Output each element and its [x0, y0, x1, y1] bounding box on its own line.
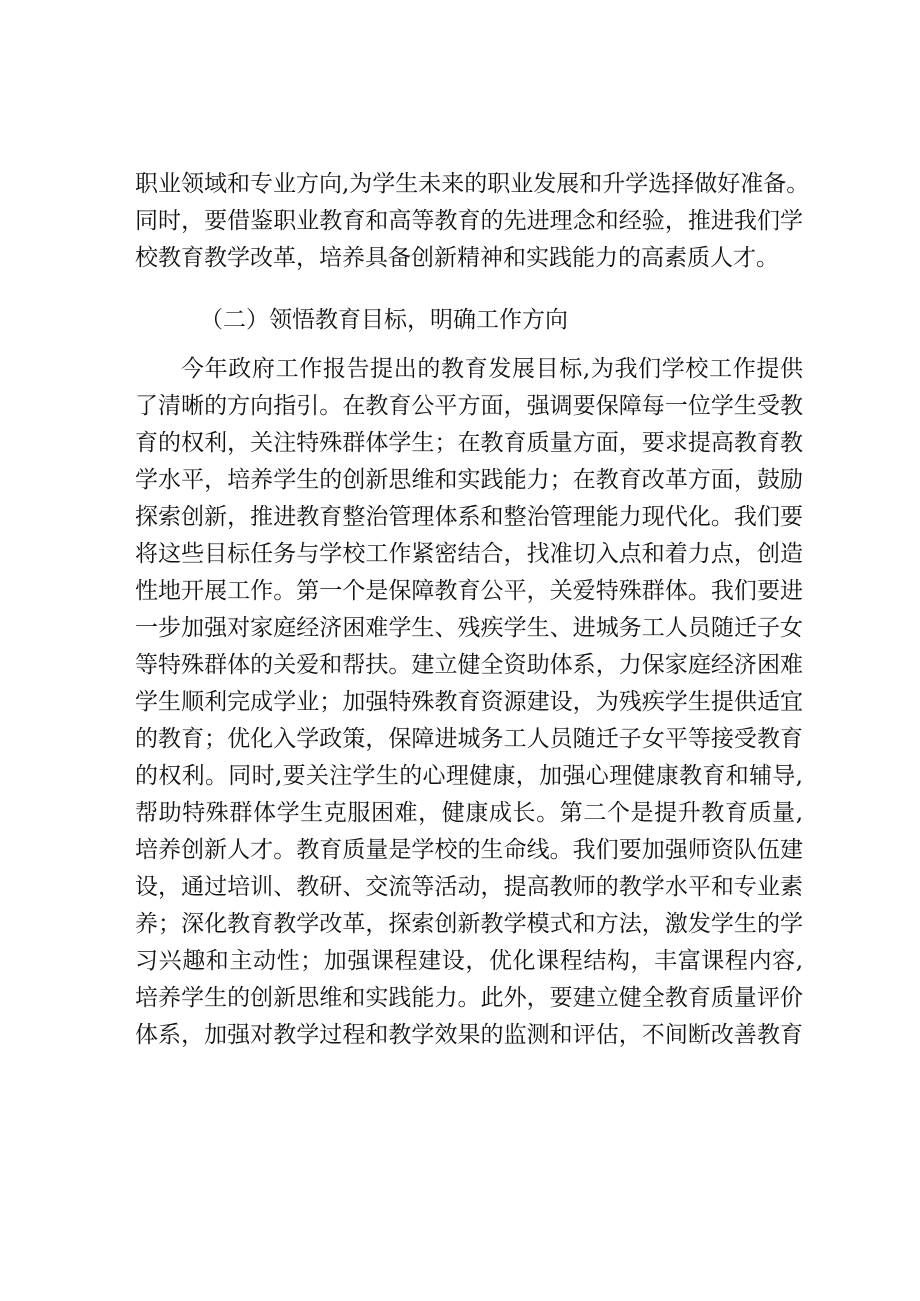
body-paragraph: [135, 351, 803, 1054]
paragraph-line: 校教育教学改革，培养具备创新精神和实践能力的高素质人才。: [135, 245, 779, 271]
paragraph-line: 学生顺利完成学业；加强特殊教育资源建设，为残疾学生提供适宜: [135, 689, 803, 715]
paragraph-line: 同时，要借鉴职业教育和高等教育的先进理念和经验，推进我们学: [135, 208, 803, 234]
paragraph-line: 帮助特殊群体学生克服困难，健康成长。第二个是提升教育质量,: [135, 800, 803, 826]
paragraph-line: 培养创新人才。教育质量是学校的生命线。我们要加强师资队伍建: [135, 837, 803, 863]
section-heading: [200, 302, 800, 339]
paragraph-line: 的权利。同时,要关注学生的心理健康，加强心理健康教育和辅导,: [135, 763, 803, 789]
paragraph-line: 习兴趣和主动性；加强课程建设，优化课程结构，丰富课程内容,: [135, 948, 803, 974]
paragraph-line: 探索创新，推进教育整治管理体系和整治管理能力现代化。我们要: [135, 504, 803, 530]
paragraph-line: 性地开展工作。第一个是保障教育公平，关爱特殊群体。我们要进: [135, 578, 803, 604]
paragraph-line: 养；深化教育教学改革，探索创新教学模式和方法，激发学生的学: [135, 911, 803, 937]
paragraph-line: 将这些目标任务与学校工作紧密结合，找准切入点和着力点，创造: [135, 541, 803, 567]
paragraph-line: 一步加强对家庭经济困难学生、残疾学生、进城务工人员随迁子女: [135, 615, 803, 641]
intro-paragraph: [135, 166, 810, 277]
paragraph-line: 今年政府工作报告提出的教育发展目标,为我们学校工作提供: [181, 356, 803, 382]
paragraph-line: 设，通过培训、教研、交流等活动，提高教师的教学水平和专业素: [135, 874, 803, 900]
paragraph-line: 职业领域和专业方向,为学生未来的职业发展和升学选择做好准备。: [135, 171, 810, 197]
paragraph-line: 等特殊群体的关爱和帮扶。建立健全资助体系，力保家庭经济困难: [135, 652, 803, 678]
paragraph-line: 了清晰的方向指引。在教育公平方面，强调要保障每一位学生受教: [135, 393, 803, 419]
paragraph-line: 的教育；优化入学政策，保障进城务工人员随迁子女平等接受教育: [135, 726, 803, 752]
paragraph-line: 培养学生的创新思维和实践能力。此外，要建立健全教育质量评价: [135, 985, 803, 1011]
paragraph-line: 学水平，培养学生的创新思维和实践能力；在教育改革方面，鼓励: [135, 467, 803, 493]
section-heading-text: （二）领悟教育目标，明确工作方向: [200, 307, 568, 333]
paragraph-line: 体系，加强对教学过程和教学效果的监测和评估，不间断改善教育: [135, 1022, 803, 1048]
paragraph-line: 育的权利，关注特殊群体学生；在教育质量方面，要求提高教育教: [135, 430, 803, 456]
